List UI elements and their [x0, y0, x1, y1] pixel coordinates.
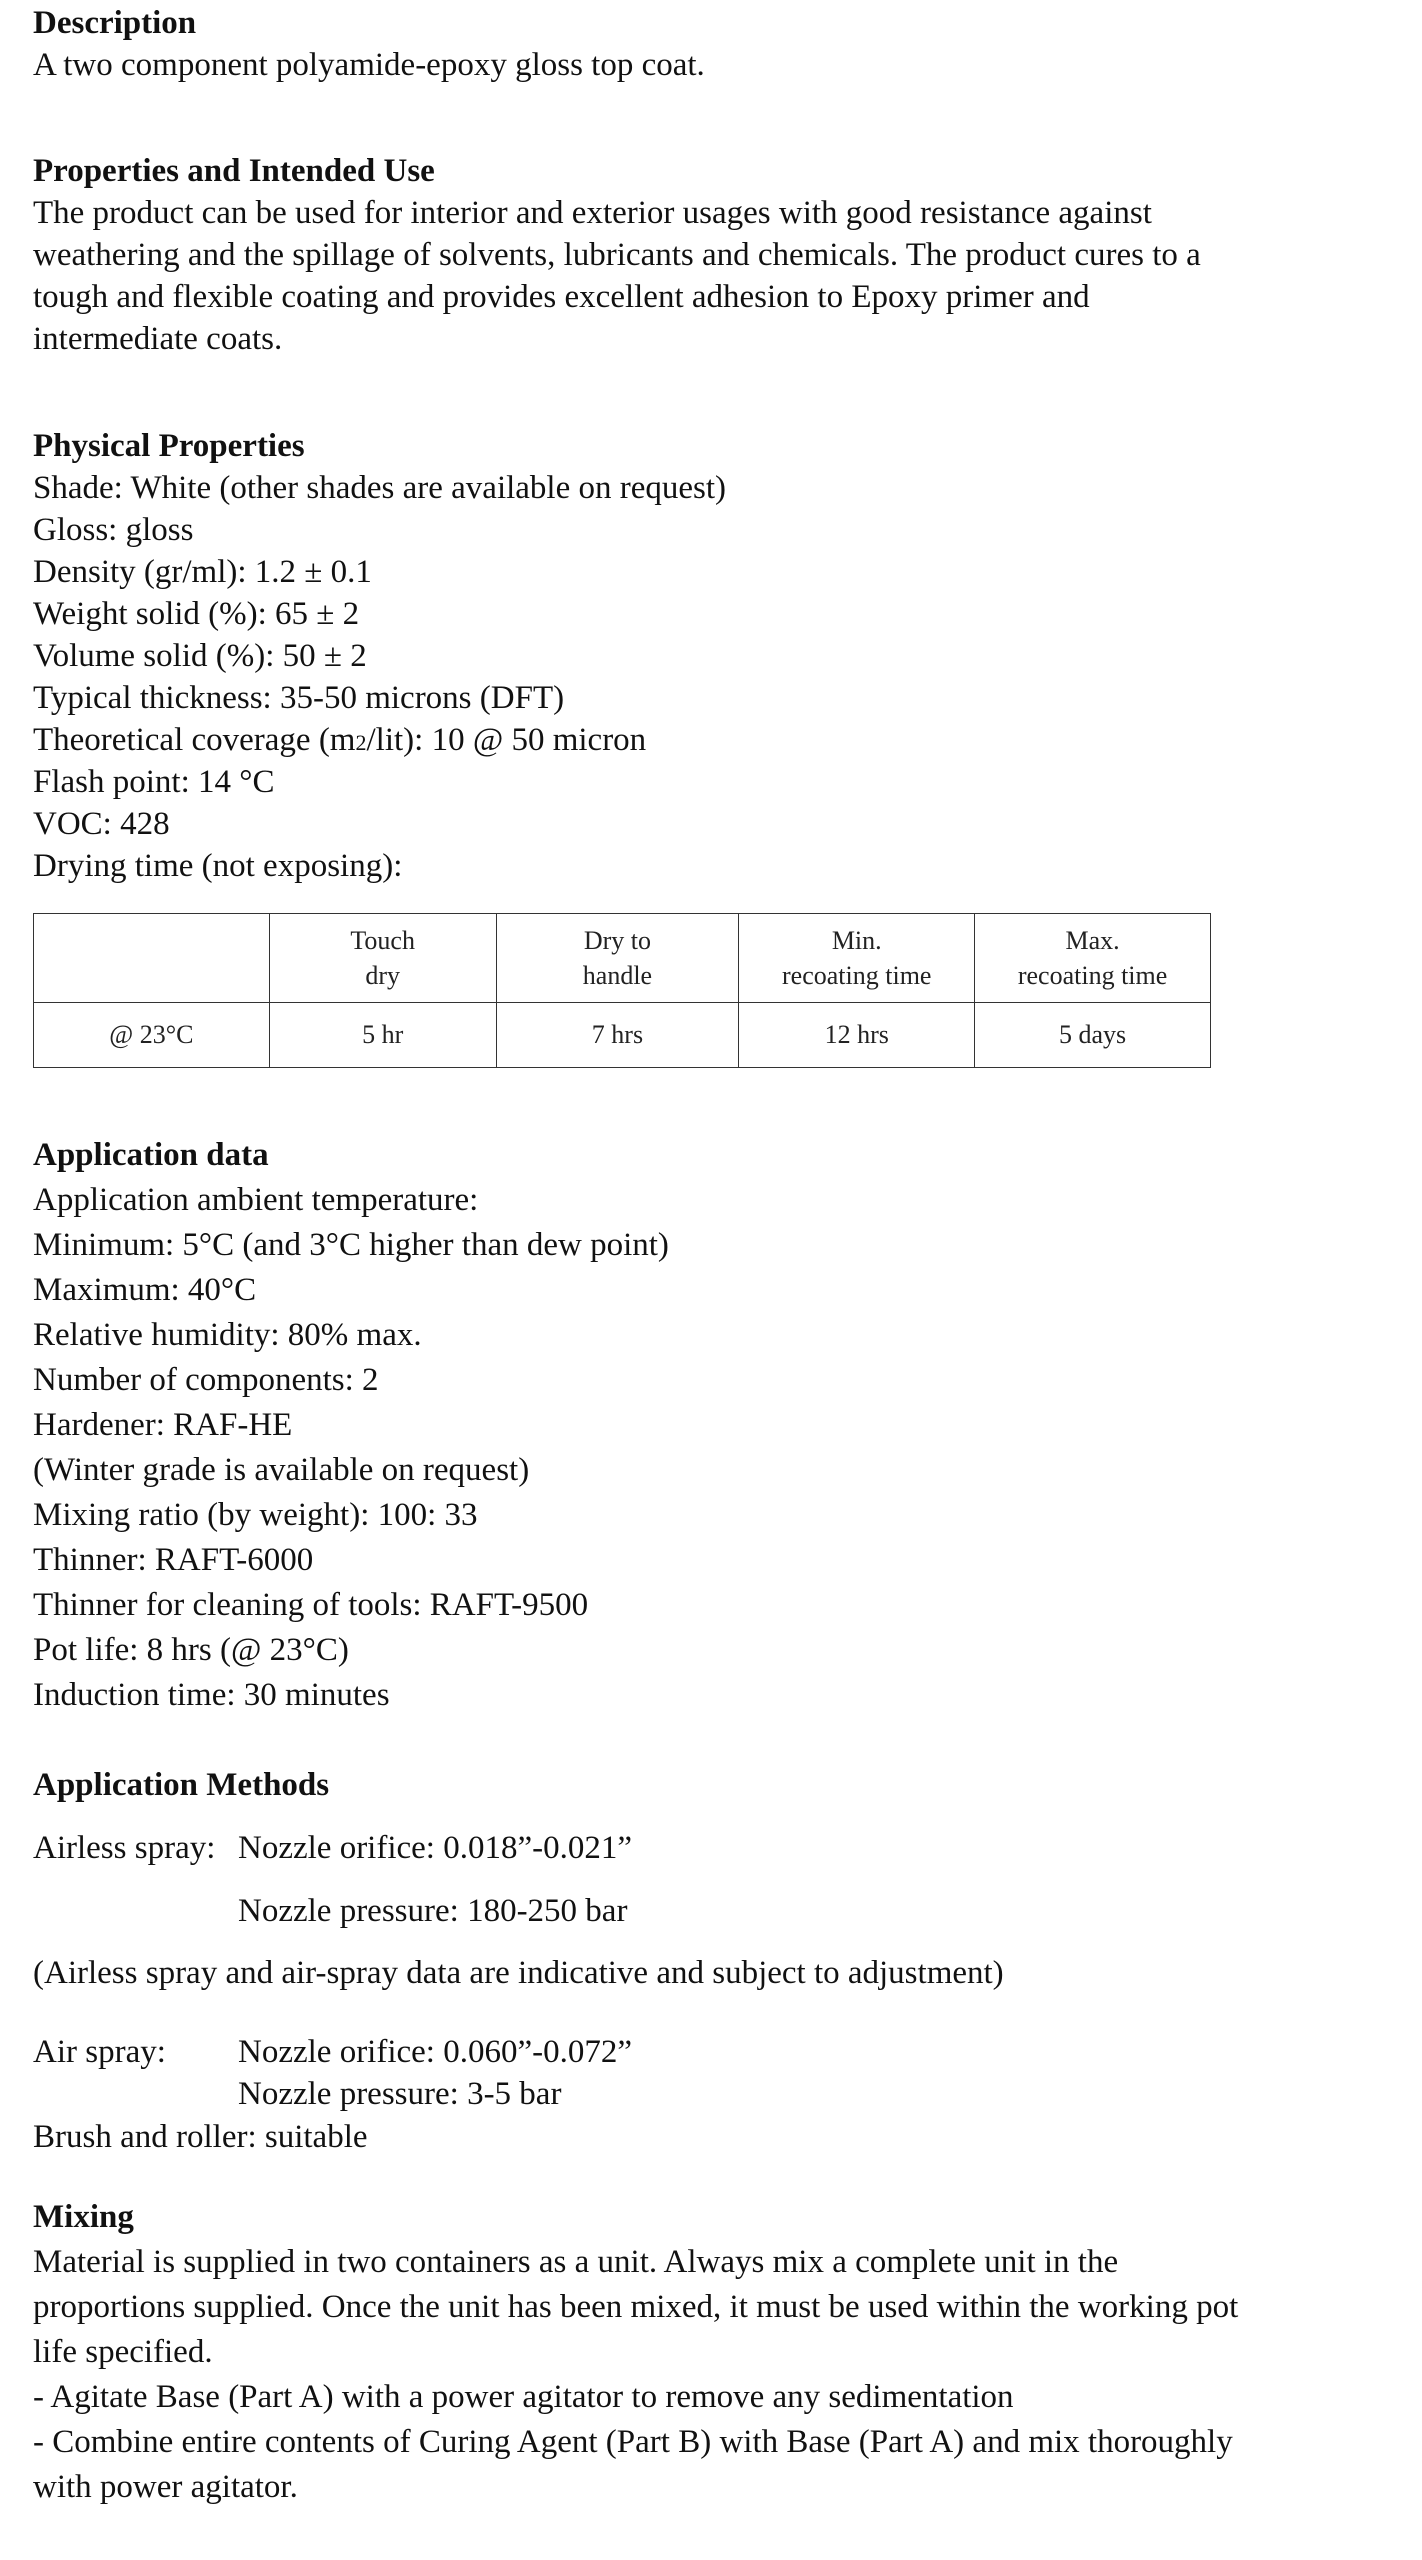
- flash-point-line: Flash point: 14 °C: [33, 764, 275, 800]
- cell-dry-to-handle: 7 hrs: [496, 1003, 739, 1068]
- density-line: Density (gr/ml): 1.2 ± 0.1: [33, 554, 372, 590]
- description-text: A two component polyamide-epoxy gloss top coat.: [33, 47, 705, 83]
- application-data-line: Minimum: 5°C (and 3°C higher than dew point): [33, 1227, 669, 1263]
- header-cell-empty: [34, 914, 270, 1003]
- typical-thickness-line: Typical thickness: 35-50 microns (DFT): [33, 680, 565, 716]
- mixing-line: - Combine entire contents of Curing Agent (Part B) with Base (Part A) and mix thoroughly: [33, 2424, 1233, 2460]
- application-data-line: Relative humidity: 80% max.: [33, 1317, 422, 1353]
- air-pressure: Nozzle pressure: 3-5 bar: [238, 2076, 562, 2112]
- drying-table-row: [34, 1003, 1211, 1068]
- properties-line: tough and flexible coating and provides excellent adhesion to Epoxy primer and: [33, 279, 1090, 315]
- drying-table-header-row: [34, 914, 1211, 1003]
- application-data-line: Hardener: RAF-HE: [33, 1407, 293, 1443]
- properties-line: intermediate coats.: [33, 321, 283, 357]
- shade-line: Shade: White (other shades are available on request): [33, 470, 727, 506]
- application-data-line: Pot life: 8 hrs (@ 23°C): [33, 1632, 349, 1668]
- header-cell-dry-to-handle: Dry to handle: [496, 914, 739, 1003]
- header-cell-touch-dry: Touch dry: [269, 914, 496, 1003]
- physical-heading: Physical Properties: [33, 428, 305, 464]
- application-data-line: (Winter grade is available on request): [33, 1452, 530, 1488]
- airless-pressure: Nozzle pressure: 180-250 bar: [238, 1893, 628, 1929]
- properties-line: The product can be used for interior and exterior usages with good resistance against: [33, 195, 1152, 231]
- coverage-prefix: Theoretical coverage (m: [33, 722, 356, 758]
- coverage-line: [33, 719, 646, 764]
- header-cell-max-recoat: Max. recoating time: [975, 914, 1211, 1003]
- mixing-heading: Mixing: [33, 2199, 134, 2235]
- mixing-line: with power agitator.: [33, 2469, 298, 2505]
- cell-touch-dry: 5 hr: [269, 1003, 496, 1068]
- mixing-line: - Agitate Base (Part A) with a power agitator to remove any sedimentation: [33, 2379, 1014, 2415]
- weight-solid-line: Weight solid (%): 65 ± 2: [33, 596, 360, 632]
- coverage-subscript: 2: [355, 730, 367, 755]
- airless-spray-label: Airless spray:: [33, 1830, 216, 1866]
- properties-line: weathering and the spillage of solvents, lubricants and chemicals. The product cures to a: [33, 237, 1201, 273]
- gloss-line: Gloss: gloss: [33, 512, 194, 548]
- mixing-line: proportions supplied. Once the unit has been mixed, it must be used within the working pot: [33, 2289, 1239, 2325]
- cell-max-recoat: 5 days: [975, 1003, 1211, 1068]
- application-data-line: Mixing ratio (by weight): 100: 33: [33, 1497, 478, 1533]
- application-data-line: Number of components: 2: [33, 1362, 379, 1398]
- application-data-line: Thinner: RAFT-6000: [33, 1542, 314, 1578]
- drying-time-table: [33, 913, 1211, 1068]
- properties-heading: Properties and Intended Use: [33, 153, 435, 189]
- application-data-line: Application ambient temperature:: [33, 1182, 479, 1218]
- air-spray-label: Air spray:: [33, 2034, 166, 2070]
- application-data-line: Thinner for cleaning of tools: RAFT-9500: [33, 1587, 589, 1623]
- coverage-suffix: /lit): 10 @ 50 micron: [366, 722, 647, 758]
- brush-roller-line: Brush and roller: suitable: [33, 2119, 368, 2155]
- application-data-line: Maximum: 40°C: [33, 1272, 257, 1308]
- application-methods-heading: Application Methods: [33, 1767, 330, 1803]
- spray-data-note: (Airless spray and air-spray data are indicative and subject to adjustment): [33, 1955, 1004, 1991]
- air-orifice: Nozzle orifice: 0.060”-0.072”: [238, 2034, 633, 2070]
- mixing-line: life specified.: [33, 2334, 213, 2370]
- application-data-line: Induction time: 30 minutes: [33, 1677, 390, 1713]
- application-data-heading: Application data: [33, 1137, 269, 1173]
- description-heading: Description: [33, 5, 197, 41]
- cell-min-recoat: 12 hrs: [739, 1003, 975, 1068]
- airless-orifice: Nozzle orifice: 0.018”-0.021”: [238, 1830, 633, 1866]
- mixing-line: Material is supplied in two containers as a unit. Always mix a complete unit in the: [33, 2244, 1119, 2280]
- voc-line: VOC: 428: [33, 806, 170, 842]
- header-cell-min-recoat: Min. recoating time: [739, 914, 975, 1003]
- drying-time-line: Drying time (not exposing):: [33, 848, 403, 884]
- cell-temperature: @ 23°C: [34, 1003, 270, 1068]
- volume-solid-line: Volume solid (%): 50 ± 2: [33, 638, 367, 674]
